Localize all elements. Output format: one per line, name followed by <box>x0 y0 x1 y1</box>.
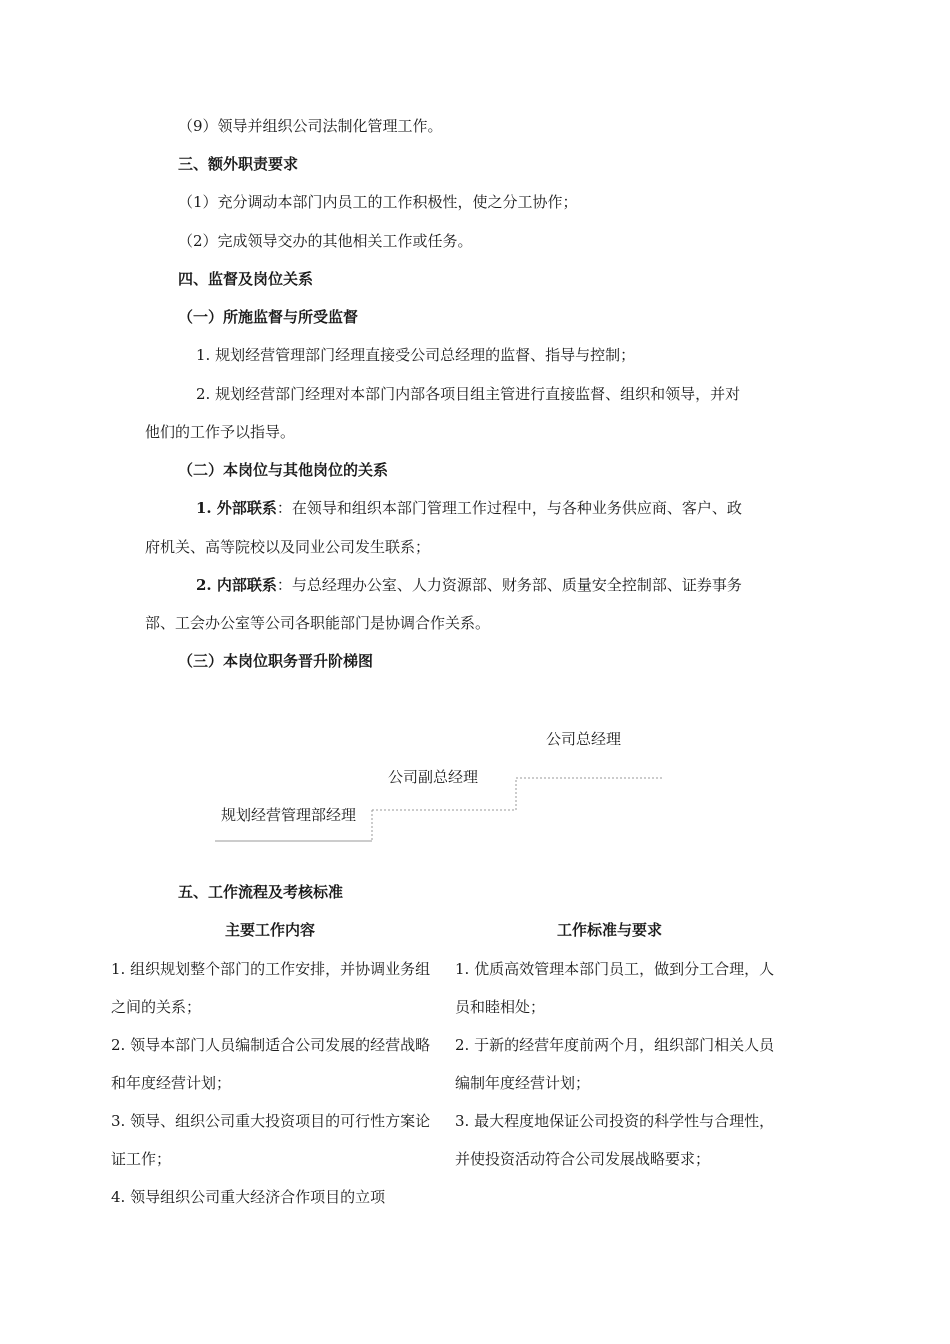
duty-item-9: （9）领导并组织公司法制化管理工作。 <box>178 117 443 135</box>
section-3-heading: 三、额外职责要求 <box>178 155 299 173</box>
table-left-item-4: 4. 领导组织公司重大经济合作项目的立项 <box>111 1188 386 1206</box>
relation-internal-line1 <box>196 575 742 595</box>
extra-duty-1: （1）充分调动本部门内员工的工作积极性，使之分工协作； <box>178 193 578 211</box>
extra-duty-2: （2）完成领导交办的其他相关工作或任务。 <box>178 232 473 250</box>
relation-internal-line2: 部、工会办公室等公司各职能部门是协调合作关系。 <box>145 614 491 632</box>
table-left-column <box>111 950 441 1216</box>
relation-external-label: 1. 外部联系 <box>196 499 277 517</box>
table-right-item-1: 1. 优质高效管理本部门员工，做到分工合理，人员和睦相处； <box>455 960 775 1016</box>
subsection-4-1-heading: （一）所施监督与所受监督 <box>178 308 359 326</box>
table-right-item-2: 2. 于新的经营年度前两个月，组织部门相关人员编制年度经营计划； <box>455 1036 775 1092</box>
relation-external-text: ：在领导和组织本部门管理工作过程中，与各种业务供应商、客户、政 <box>276 499 742 517</box>
subsection-4-2-heading: （二）本岗位与其他岗位的关系 <box>178 461 389 479</box>
section-4-heading: 四、监督及岗位关系 <box>178 270 314 288</box>
table-left-item-2: 2. 领导本部门人员编制适合公司发展的经营战略和年度经营计划； <box>111 1036 431 1092</box>
supervision-item-2-line1: 2. 规划经营部门经理对本部门内部各项目组主管进行直接监督、组织和领导，并对 <box>196 385 741 403</box>
supervision-item-2-line2: 他们的工作予以指导。 <box>145 423 296 441</box>
supervision-item-1: 1. 规划经营管理部门经理直接受公司总经理的监督、指导与控制； <box>196 346 636 364</box>
table-left-header: 主要工作内容 <box>225 921 316 939</box>
table-right-column <box>455 950 785 1178</box>
ladder-level-mid: 公司副总经理 <box>388 768 479 786</box>
section-5-heading: 五、工作流程及考核标准 <box>178 883 344 901</box>
relation-internal-label: 2. 内部联系 <box>196 576 277 594</box>
table-right-item-3: 3. 最大程度地保证公司投资的科学性与合理性，并使投资活动符合公司发展战略要求； <box>455 1112 775 1168</box>
ladder-level-top: 公司总经理 <box>546 730 622 748</box>
table-left-item-1: 1. 组织规划整个部门的工作安排，并协调业务组之间的关系； <box>111 960 431 1016</box>
relation-external-line1 <box>196 498 742 518</box>
table-right-header: 工作标准与要求 <box>557 921 663 939</box>
subsection-4-3-heading: （三）本岗位职务晋升阶梯图 <box>178 652 374 670</box>
table-left-item-3: 3. 领导、组织公司重大投资项目的可行性方案论证工作； <box>111 1112 431 1168</box>
relation-internal-text: ：与总经理办公室、人力资源部、财务部、质量安全控制部、证券事务 <box>276 576 742 594</box>
relation-external-line2: 府机关、高等院校以及同业公司发生联系； <box>145 538 431 556</box>
ladder-level-low: 规划经营管理部经理 <box>221 806 357 824</box>
